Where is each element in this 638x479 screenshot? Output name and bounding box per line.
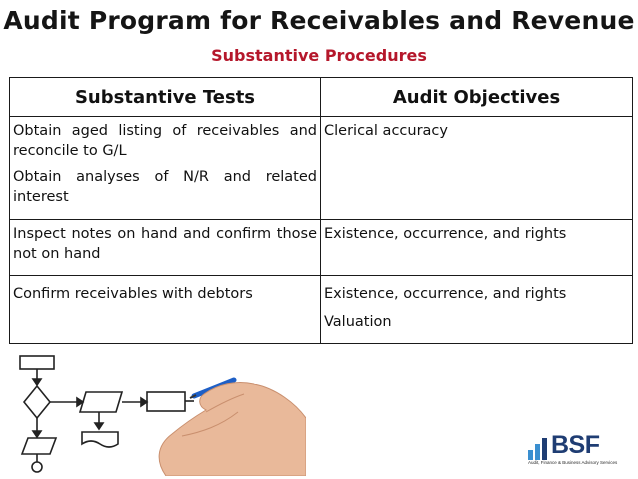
test-item: Confirm receivables with debtors [13, 286, 253, 302]
flowchart-decision-diamond [24, 386, 50, 418]
flowchart-box [147, 392, 185, 411]
table-row [10, 117, 633, 220]
flowchart-terminator [32, 462, 42, 472]
flowchart-box [20, 356, 54, 369]
flowchart-document [82, 432, 118, 447]
test-item: Obtain analyses of N/R and related interest [13, 169, 317, 205]
objectives-cell [321, 220, 633, 276]
tests-cell [10, 220, 321, 276]
objectives-cell [321, 276, 633, 344]
flowchart-hand-illustration [6, 354, 306, 476]
table-row [10, 220, 633, 276]
header-audit-objectives: Audit Objectives [321, 78, 633, 117]
audit-program-table [9, 77, 633, 344]
flowchart-parallelogram [80, 392, 122, 412]
objectives-cell [321, 117, 633, 220]
tests-cell [10, 276, 321, 344]
objective-item: Clerical accuracy [324, 123, 448, 139]
header-substantive-tests: Substantive Tests [10, 78, 321, 117]
slide-title: Audit Program for Receivables and Revenue [3, 6, 635, 35]
objective-item: Existence, occurrence, and rights [324, 286, 567, 302]
logo-tagline: Audit, Finance & Business Advisory Services [528, 460, 618, 465]
logo-bars-icon [528, 436, 550, 460]
objective-item: Existence, occurrence, and rights [324, 226, 567, 242]
tests-cell [10, 117, 321, 220]
flowchart-parallelogram [22, 438, 56, 454]
test-item: Inspect notes on hand and confirm those not on hand [13, 226, 317, 262]
hand-with-pen [159, 380, 306, 476]
slide-subtitle: Substantive Procedures [211, 46, 427, 65]
table-header-row [10, 78, 633, 117]
logo-name: BSF [551, 431, 600, 459]
bsf-logo [528, 431, 628, 474]
table-row [10, 276, 633, 344]
objective-item: Valuation [324, 314, 392, 330]
test-item: Obtain aged listing of receivables and reconcile to G/L [13, 123, 317, 159]
